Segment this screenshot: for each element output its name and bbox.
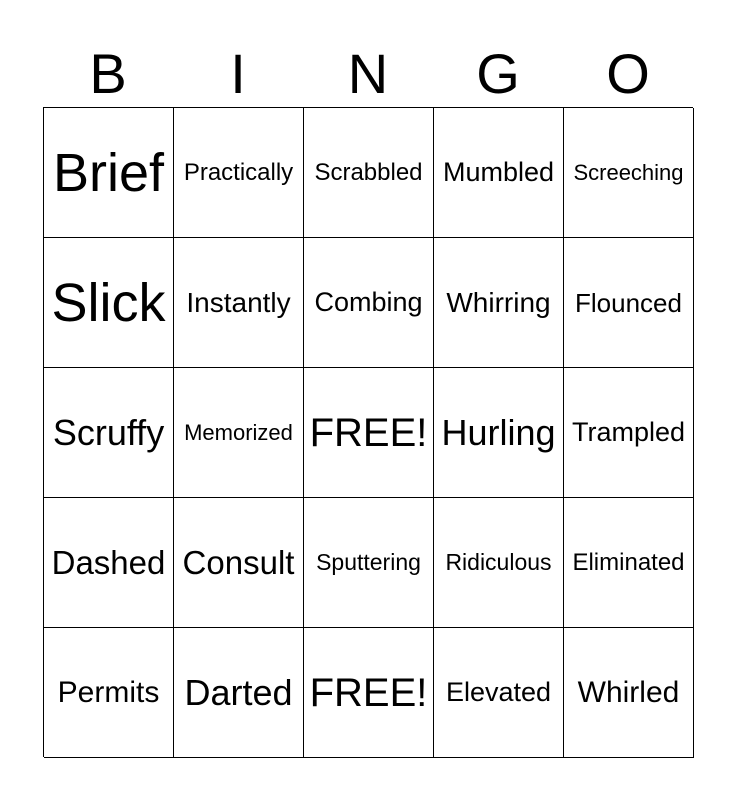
bingo-header [43,40,693,108]
bingo-board [43,107,693,757]
bingo-cell [434,108,564,238]
bingo-cell [174,628,304,758]
cell-word: Hurling [441,411,556,453]
cell-word: Permits [57,675,160,709]
bingo-cell [44,498,174,628]
cell-word: Scrabbled [314,158,423,186]
bingo-cell [44,108,174,238]
bingo-cell [44,238,174,368]
cell-word: Combing [314,287,423,317]
cell-word: Slick [51,272,166,333]
bingo-cell [174,238,304,368]
bingo-cell [44,368,174,498]
cell-word: Ridiculous [445,549,552,575]
free-space-label: FREE! [309,410,428,455]
bingo-cell [304,238,434,368]
cell-word: Sputtering [316,549,421,575]
cell-word: Eliminated [572,548,685,576]
header-letter-g: G [476,42,520,105]
bingo-cell [174,368,304,498]
bingo-cell [434,628,564,758]
cell-word: Screeching [573,159,684,185]
cell-word: Instantly [186,286,291,318]
cell-word: Practically [183,158,294,186]
bingo-cell [564,238,694,368]
header-letter-o: O [606,42,650,105]
bingo-cell [174,498,304,628]
cell-word: Flounced [575,287,682,318]
cell-word: Dashed [51,544,166,581]
cell-word: Scruffy [52,411,165,453]
header-letter-n: N [347,42,389,105]
bingo-cell free-space [304,628,434,758]
bingo-cell [564,368,694,498]
cell-word: Consult [182,544,295,581]
cell-word: Trampled [571,417,686,447]
bingo-cell [174,108,304,238]
cell-word: Darted [184,671,293,713]
cell-word: Whirled [577,675,680,709]
bingo-cell [564,498,694,628]
cell-word: Memorized [184,419,293,445]
bingo-cell [564,628,694,758]
bingo-cell [304,498,434,628]
free-space-label: FREE! [309,670,428,715]
header-letter-i: I [230,42,246,105]
cell-word: Whirring [446,286,551,318]
cell-word: Brief [52,142,165,203]
bingo-cell [564,108,694,238]
bingo-cell [434,368,564,498]
bingo-cell [434,498,564,628]
bingo-cell [434,238,564,368]
cell-word: Elevated [445,677,552,707]
bingo-cell [304,108,434,238]
header-letter-b: B [89,42,127,105]
cell-word: Mumbled [442,157,555,187]
bingo-cell free-space [304,368,434,498]
bingo-cell [44,628,174,758]
